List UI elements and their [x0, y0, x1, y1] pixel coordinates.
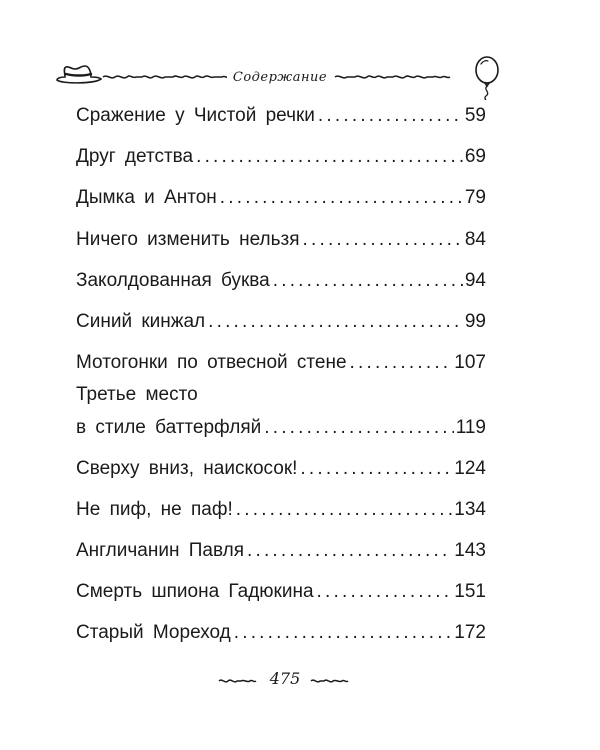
dot-leader [264, 416, 453, 440]
toc-entry[interactable] [76, 104, 486, 128]
toc-entry-title: Заколдованная буква [76, 270, 270, 291]
toc-entry-title: в стиле баттерфляй [76, 417, 262, 438]
toc-entry-title: Друг детства [76, 146, 194, 167]
toc-entry[interactable] [76, 498, 486, 522]
dot-leader [300, 457, 452, 481]
toc-entry-title: Старый Мореход [76, 622, 231, 643]
toc-entry-title-line1: Третье место [76, 384, 198, 405]
toc-entry[interactable] [76, 384, 486, 440]
toc-entry-title: Смерть шпиона Гадюкина [76, 581, 314, 602]
toc-entry[interactable] [76, 580, 486, 604]
toc-entry-title: Не пиф, не паф! [76, 499, 233, 520]
toc-entry-title: Мотогонки по отвесной стене [76, 352, 347, 373]
toc-entry-page: 59 [464, 105, 486, 126]
dot-leader [317, 580, 453, 604]
toc-entry[interactable] [76, 621, 486, 645]
toc-entry[interactable] [76, 457, 486, 481]
toc-entry[interactable] [76, 539, 486, 563]
toc-entry-page: 119 [455, 417, 486, 438]
dot-leader [196, 145, 463, 169]
dot-leader [273, 269, 463, 293]
dot-leader [220, 186, 463, 210]
toc-entry-page: 143 [454, 540, 486, 561]
toc-entry-page: 151 [454, 581, 486, 602]
toc-entry-page: 134 [454, 499, 486, 520]
toc-entry[interactable] [76, 351, 486, 375]
header-title-text: Содержание [227, 70, 333, 85]
page-footer [215, 665, 355, 695]
toc-entry-page: 99 [464, 311, 486, 332]
toc-entry[interactable] [76, 310, 486, 334]
dot-leader [234, 621, 453, 645]
toc-entry-page: 124 [454, 458, 486, 479]
toc-entry[interactable] [76, 228, 486, 252]
toc-entry-page: 107 [454, 352, 486, 373]
toc-entry-page: 172 [454, 622, 486, 643]
toc-entry-title: Синий кинжал [76, 311, 206, 332]
dot-leader [350, 351, 453, 375]
toc-entry-page: 94 [464, 270, 486, 291]
dot-leader [318, 104, 463, 128]
toc-entry-page: 79 [464, 187, 486, 208]
toc-entry-page: 84 [464, 229, 486, 250]
toc-entry[interactable] [76, 145, 486, 169]
toc-entry[interactable] [76, 186, 486, 210]
toc-entry-title: Ничего изменить нельзя [76, 229, 300, 250]
toc-entry[interactable] [76, 269, 486, 293]
header-title [55, 70, 505, 85]
dot-leader [208, 310, 463, 334]
dot-leader [247, 539, 452, 563]
toc-entry-title: Англичанин Павля [76, 540, 244, 561]
toc-entry-title: Сверху вниз, наискосок! [76, 458, 298, 479]
toc-entry-title: Сражение у Чистой речки [76, 105, 315, 126]
dot-leader [303, 228, 463, 252]
toc-entry-page: 69 [464, 146, 486, 167]
toc-entry-title: Дымка и Антон [76, 187, 217, 208]
footer-page-number [215, 669, 355, 688]
dot-leader [236, 498, 453, 522]
page-number: 475 [266, 669, 305, 688]
chapter-header [55, 50, 505, 100]
